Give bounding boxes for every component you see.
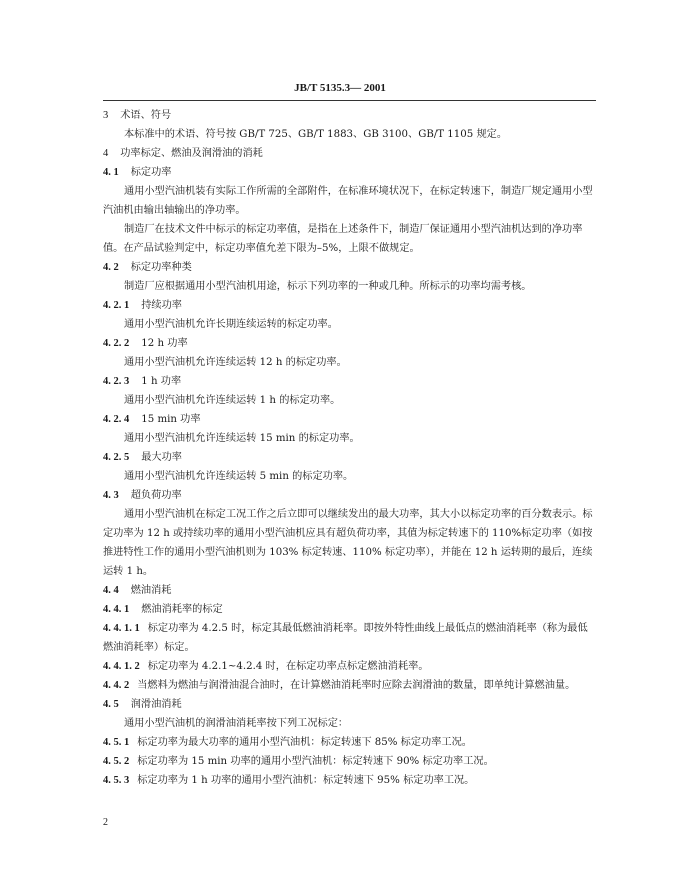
- section-number: 4. 4. 1. 2: [103, 661, 140, 672]
- clause-text: 标定功率为 4.2.5 时，标定其最低燃油消耗率。即按外特性曲线上最低点的燃油消耗率（称为最低燃油消耗率）标定。: [103, 623, 588, 653]
- section-heading: [103, 334, 596, 353]
- body-paragraph: 通用小型汽油机装有实际工作所需的全部附件，在标准环境状况下，在标定转速下，制造厂规定通用小型汽油机由输出轴输出的净功率。: [103, 186, 593, 216]
- clause-text: 标定功率为 4.2.1~4.2.4 时，在标定功率点标定燃油消耗率。: [147, 661, 429, 672]
- section-number: 4. 2. 3: [103, 376, 130, 387]
- section-number: 4. 5. 2: [103, 756, 130, 767]
- section-title: 功率标定、燃油及润滑油的消耗: [120, 148, 263, 159]
- body-text: 通用小型汽油机允许连续运转 12 h 的标定功率。: [124, 357, 347, 368]
- section-number: 4. 4. 1. 1: [103, 623, 140, 634]
- numbered-clause: [103, 733, 596, 752]
- section-number: 4. 3: [103, 490, 119, 501]
- body-text: 通用小型汽油机允许连续运转 15 min 的标定功率。: [124, 433, 360, 444]
- section-heading: [103, 258, 596, 277]
- clause-text: 标定功率为 15 min 功率的通用小型汽油机：标定转速下 90% 标定功率工况。: [137, 756, 494, 767]
- body-text: 通用小型汽油机的润滑油消耗率按下列工况标定：: [124, 718, 349, 729]
- section-title: 超负荷功率: [130, 490, 182, 501]
- section-title: 15 min 功率: [141, 414, 201, 425]
- section-heading: [103, 410, 596, 429]
- section-title: 燃油消耗: [130, 585, 172, 596]
- section-title: 标定功率种类: [130, 262, 192, 273]
- body-paragraph: 制造厂在技术文件中标示的标定功率值，是指在上述条件下，制造厂保证通用小型汽油机达到的净功率值。在产品试验判定中，标定功率值允差下限为–5%，上限不做规定。: [103, 224, 583, 254]
- section-title: 标定功率: [130, 167, 172, 178]
- clause-text: 标定功率为 1 h 功率的通用小型汽油机：标定转速下 95% 标定功率工况。: [137, 775, 475, 786]
- section-number: 4. 2. 2: [103, 338, 130, 349]
- section-number: 4. 4. 2: [103, 680, 130, 691]
- section-number: 4. 4: [103, 585, 119, 596]
- section-title: 润滑油消耗: [130, 699, 182, 710]
- section-number: 3: [103, 110, 109, 121]
- body-text: 通用小型汽油机允许长期连续运转的标定功率。: [124, 319, 338, 330]
- section-number: 4. 2. 5: [103, 452, 130, 463]
- section-heading: [103, 372, 596, 391]
- section-number: 4. 5. 1: [103, 737, 130, 748]
- numbered-clause: [103, 619, 596, 657]
- section-heading: [103, 448, 596, 467]
- section-title: 燃油消耗率的标定: [141, 604, 223, 615]
- section-title: 1 h 功率: [141, 376, 182, 387]
- numbered-clause: [103, 752, 596, 771]
- section-title: 持续功率: [141, 300, 182, 311]
- section-heading: [103, 695, 596, 714]
- body-text: 制造厂应根据通用小型汽油机用途，标示下列功率的一种或几种。所标示的功率均需考核。: [124, 281, 532, 292]
- section-heading: [103, 581, 596, 600]
- section-number: 4. 2. 1: [103, 300, 130, 311]
- body-text: 通用小型汽油机允许连续运转 1 h 的标定功率。: [124, 395, 341, 406]
- section-heading: [103, 106, 596, 125]
- document-body: [103, 106, 596, 790]
- numbered-clause: [103, 676, 596, 695]
- section-number: 4. 2: [103, 262, 119, 273]
- body-paragraph: 通用小型汽油机在标定工况工作之后立即可以继续发出的最大功率，其大小以标定功率的百分数表示。标定功率为 12 h 或持续功率的通用小型汽油机应具有超负荷功率，其值为标定转速下的 110%标定功率（如按推进特性工作的通用小型汽油机则为 103% 标定转速、110% 标定功率），并能在 12 h 运转期的最后，连续运转 1 h。: [103, 509, 593, 577]
- body-text: 通用小型汽油机允许连续运转 5 min 的标定功率。: [124, 471, 354, 482]
- clause-text: 当燃料为燃油与润滑油混合油时，在计算燃油消耗率时应除去润滑油的数量，即单纯计算燃油量。: [137, 680, 576, 691]
- section-number: 4. 1: [103, 167, 119, 178]
- numbered-clause: [103, 657, 596, 676]
- section-number: 4. 4. 1: [103, 604, 130, 615]
- section-number: 4. 5: [103, 699, 119, 710]
- section-heading: [103, 163, 596, 182]
- header-rule: [103, 100, 596, 101]
- section-heading: [103, 486, 596, 505]
- section-title: 最大功率: [141, 452, 182, 463]
- section-heading: [103, 144, 596, 163]
- section-heading: [103, 600, 596, 619]
- numbered-clause: [103, 771, 596, 790]
- document-header: JB/T 5135.3— 2001: [294, 82, 386, 94]
- section-title: 术语、符号: [120, 110, 172, 121]
- section-number: 4: [103, 148, 109, 159]
- body-text: 本标准中的术语、符号按 GB/T 725、GB/T 1883、GB 3100、GB/T 1105 规定。: [124, 129, 508, 140]
- section-heading: [103, 296, 596, 315]
- page-number: 2: [103, 817, 108, 828]
- section-number: 4. 2. 4: [103, 414, 130, 425]
- clause-text: 标定功率为最大功率的通用小型汽油机：标定转速下 85% 标定功率工况。: [137, 737, 472, 748]
- section-title: 12 h 功率: [141, 338, 188, 349]
- section-number: 4. 5. 3: [103, 775, 130, 786]
